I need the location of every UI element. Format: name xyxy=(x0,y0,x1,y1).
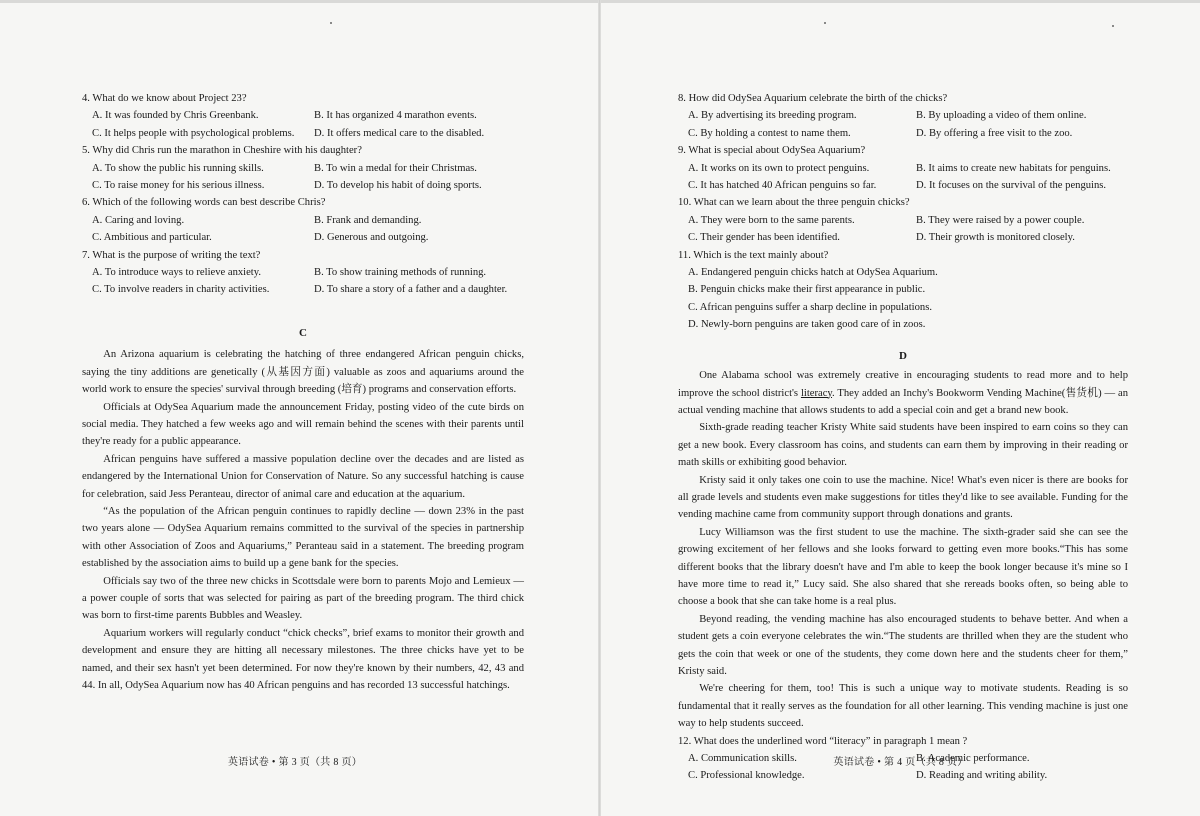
question-stem: 4. What do we know about Project 23? xyxy=(82,93,247,104)
option-b: B. It has organized 4 marathon events. xyxy=(314,110,477,122)
page-3-content xyxy=(82,90,524,694)
passage-paragraph: Officials say two of the three new chicks in Scottsdale were born to parents Mojo and Lemieux — a power couple of sorts that was selected for pairing as part of the breeding program. The third chick was born to first-time parents Bubbles and Weasley. xyxy=(82,575,524,622)
page-footer: 英语试卷 • 第 3 页（共 8 页） xyxy=(227,757,363,768)
passage-paragraph: An Arizona aquarium is celebrating the hatching of three endangered African penguin chicks, saying the tiny additions are genetically (从基因方面) valuable as zoos and aquariums around the world work to ensure the species' survival through breeding (培育) programs and conservation efforts. xyxy=(82,349,524,396)
option-b: B. They were raised by a power couple. xyxy=(916,214,1085,226)
option-d: D. It offers medical care to the disabled. xyxy=(314,127,485,139)
option-c: C. Professional knowledge. xyxy=(688,770,805,782)
options xyxy=(678,107,1128,142)
option-b: B. It aims to create new habitats for penguins. xyxy=(916,162,1111,174)
option-a: A. To show the public his running skills. xyxy=(92,162,264,174)
page-3 xyxy=(0,0,598,816)
passage-paragraph: Kristy said it only takes one coin to use the machine. Nice! What's even nicer is there are books for all grade levels and students even make suggestions for titles they'd like to see available. Funding for the vending machine came from community support through donations and grants. xyxy=(678,474,1128,521)
question-stem: 5. Why did Chris run the marathon in Cheshire with his daughter? xyxy=(82,145,362,157)
question-stem: 11. Which is the text mainly about? xyxy=(678,249,829,261)
passage-paragraph: We're cheering for them, too! This is such a unique way to motivate students. Reading is so fundamental that it really serves as the foundation for all other learning. This vending machine is just one way to help students succeed. xyxy=(678,683,1128,730)
question-stem: 7. What is the purpose of writing the text? xyxy=(82,249,261,261)
option-c: C. To involve readers in charity activities. xyxy=(92,284,270,296)
question-7 xyxy=(82,247,524,299)
option-c: C. It has hatched 40 African penguins so far. xyxy=(688,180,877,192)
option-a: A. It was founded by Chris Greenbank. xyxy=(92,110,259,122)
text-run: . They added an Inchy's Bookworm Vending Machine(售货机) — an actual vending machine that allows students to add a special coin and get a brand new book. xyxy=(678,387,1128,416)
question-stem: 9. What is special about OdySea Aquarium? xyxy=(678,145,866,157)
options xyxy=(82,264,524,299)
page-4-content xyxy=(678,90,1128,785)
option-b: B. Academic performance. xyxy=(916,753,1030,765)
option-c: C. By holding a contest to name them. xyxy=(688,127,851,139)
question-4 xyxy=(82,90,524,142)
option-d: D. It focuses on the survival of the penguins. xyxy=(916,180,1107,192)
question-8 xyxy=(678,90,1128,142)
question-11 xyxy=(678,247,1128,334)
option-c: C. Their gender has been identified. xyxy=(688,232,840,244)
question-9 xyxy=(678,142,1128,194)
option-a: A. Caring and loving. xyxy=(92,214,185,226)
underlined-word: literacy xyxy=(800,387,833,399)
section-label-d: D xyxy=(899,349,907,362)
passage-paragraph: African penguins have suffered a massive population decline over the decades and are listed as endangered by the International Union for Conservation of Nature. So any successful hatching is cause for celebration, said Jess Peranteau, director of animal care and education at the aquarium. xyxy=(82,453,524,500)
option-b: B. By uploading a video of them online. xyxy=(916,110,1087,122)
option-a: A. They were born to the same parents. xyxy=(688,214,855,226)
options xyxy=(82,212,524,247)
option-d: D. Generous and outgoing. xyxy=(314,232,429,244)
passage-paragraph xyxy=(678,367,1128,419)
question-stem: 6. Which of the following words can best describe Chris? xyxy=(82,197,326,209)
option-a: A. It works on its own to protect penguins. xyxy=(688,162,870,174)
passage-paragraph: Beyond reading, the vending machine has also encouraged students to behave better. And when a student gets a coin everyone celebrates the win.“The students are thrilled when they are the student who gets the coin that week or one of the students, they come down here and the students cheer for them,” Kristy said. xyxy=(678,613,1128,677)
question-10 xyxy=(678,194,1128,246)
options xyxy=(82,107,524,142)
option-a: A. Endangered penguin chicks hatch at OdySea Aquarium. xyxy=(688,267,938,279)
option-a: A. To introduce ways to relieve anxiety. xyxy=(92,267,262,279)
text-run: One Alabama school was extremely creative in encouraging students to read more and to help improve the school district's xyxy=(678,370,1128,399)
option-c: C. To raise money for his serious illness. xyxy=(92,180,265,192)
option-c: C. Ambitious and particular. xyxy=(92,232,212,244)
question-5 xyxy=(82,142,524,194)
question-6 xyxy=(82,194,524,246)
option-c: C. African penguins suffer a sharp decline in populations. xyxy=(688,301,932,313)
option-d: D. Newly-born penguins are taken good care of in zoos. xyxy=(688,319,926,331)
question-stem: 12. What does the underlined word “literacy” in paragraph 1 mean ? xyxy=(678,735,968,747)
option-d: D. To share a story of a father and a daughter. xyxy=(314,284,508,296)
option-b: B. Penguin chicks make their first appearance in public. xyxy=(688,284,926,296)
option-a: A. By advertising its breeding program. xyxy=(688,110,857,122)
option-d: D. To develop his habit of doing sports. xyxy=(314,180,482,192)
options xyxy=(678,264,1128,334)
options xyxy=(678,212,1128,247)
options xyxy=(678,160,1128,195)
passage-c xyxy=(82,346,524,694)
passage-paragraph: Aquarium workers will regularly conduct “chick checks”, brief exams to monitor their growth and development and ensure they are hitting all necessary milestones. The three chicks have yet to be named, and their sex hasn't yet been determined. For now they're known by their numbers, 42, 43 and 44. In all, OdySea Aquarium now has 40 African penguins and has recorded 13 successful hatchings. xyxy=(82,627,524,691)
passage-d xyxy=(678,367,1128,733)
option-b: B. Frank and demanding. xyxy=(314,214,422,226)
question-stem: 10. What can we learn about the three penguin chicks? xyxy=(678,197,910,209)
option-d: D. By offering a free visit to the zoo. xyxy=(916,127,1073,139)
passage-paragraph: Sixth-grade reading teacher Kristy White said students have been inspired to earn coins so they can get a new book. Every classroom has coins, and students can earn them by improving in their reading or math skills or exhibiting good behavior. xyxy=(678,422,1128,469)
option-b: B. To win a medal for their Christmas. xyxy=(314,162,477,174)
passage-paragraph: Lucy Williamson was the first student to use the machine. The sixth-grader said she can see the growing excitement of her fellows and she looks forward to getting even more books.“This has some different books that the library doesn't have and I'm able to keep the book longer because it's mine so I have more time to read it,” Lucy said. She also shared that she rereads books often, so being able to choose a book that she can take home is a real plus. xyxy=(678,526,1128,608)
passage-paragraph: “As the population of the African penguin continues to rapidly decline — down 23% in the past two years alone — OdySea Aquarium remains committed to the survival of the species in partnership with other Association of Zoos and Aquariums,” Peranteau said in a statement. The breeding program established by the association aims to build up a gene bank for the species. xyxy=(82,505,524,570)
question-stem: 8. How did OdySea Aquarium celebrate the birth of the chicks? xyxy=(678,93,948,104)
option-c: C. It helps people with psychological problems. xyxy=(92,127,295,139)
option-d: D. Reading and writing ability. xyxy=(916,770,1048,782)
options xyxy=(82,160,524,195)
option-b: B. To show training methods of running. xyxy=(314,267,487,279)
page-footer: 英语试卷 • 第 4 页（共 8 页） xyxy=(833,757,968,768)
option-a: A. Communication skills. xyxy=(688,753,797,765)
section-label-c: C xyxy=(299,326,307,339)
option-d: D. Their growth is monitored closely. xyxy=(916,232,1075,244)
passage-paragraph: Officials at OdySea Aquarium made the announcement Friday, posting video of the cute birds on social media. They hatched a few weeks ago and will remain behind the scenes with their parents until they're ready for a public appearance. xyxy=(82,401,524,448)
page-4 xyxy=(601,0,1200,816)
